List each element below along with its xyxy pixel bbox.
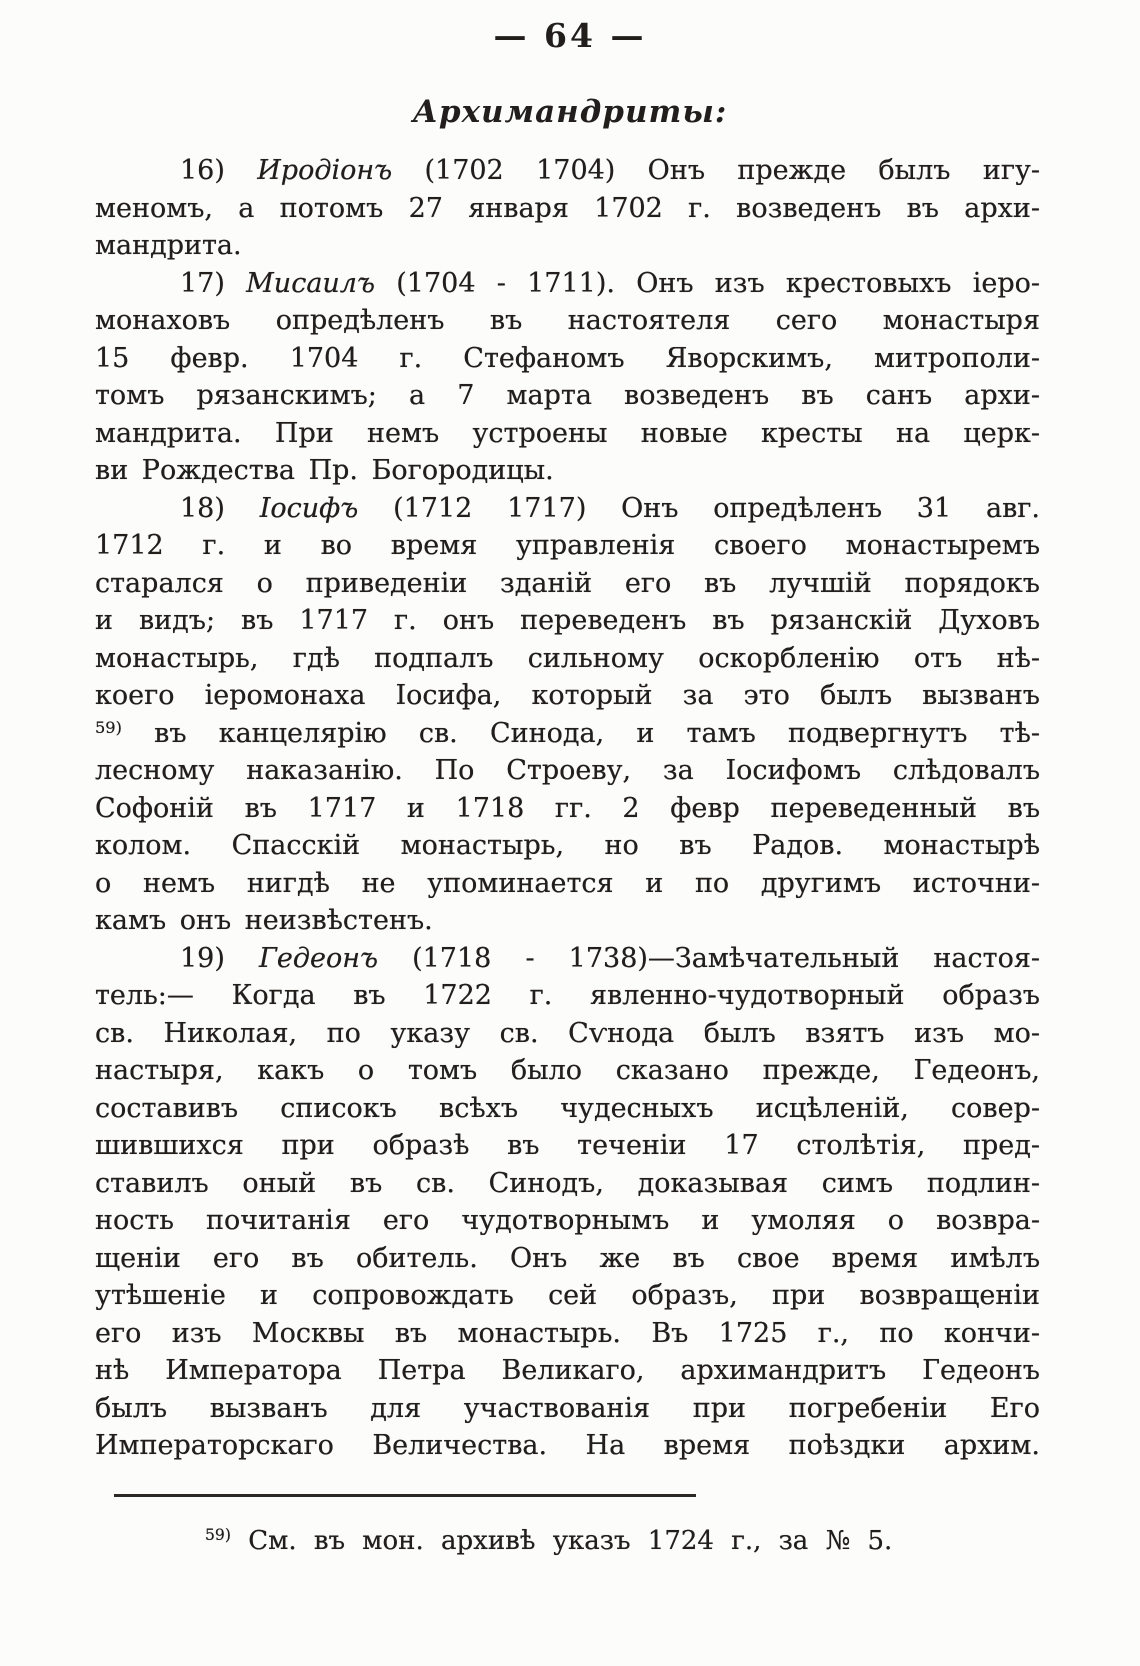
text-run: о немъ нигдѣ не упоминается и по другимъ источни- [95, 867, 1040, 899]
text-run: мандрита. При немъ устроены новые кресты на церк- [95, 417, 1040, 449]
footnote-marker: 59) [205, 1526, 231, 1545]
page-number: — 64 — [493, 16, 647, 55]
text-line [95, 377, 1040, 415]
text-run: Императорскаго Величества. На время поѣздки архим. [95, 1430, 1040, 1461]
text-line [95, 827, 1040, 865]
text-line [95, 1127, 1040, 1165]
text-line [95, 752, 1040, 790]
text-line [95, 1052, 1040, 1090]
text-run: его изъ Москвы въ монастырь. Въ 1725 г., по кончи- [95, 1317, 1040, 1349]
text-line [95, 977, 1040, 1015]
text-run: ность почитанія его чудотворнымъ и умоляя о возвра- [95, 1205, 1040, 1236]
text-run: ставилъ оный въ св. Синодъ, доказывая симъ подлин- [95, 1167, 1040, 1199]
person-name: Мисаилъ [246, 267, 375, 299]
text-run: меномъ, а потомъ 27 января 1702 г. возведенъ въ архи- [95, 192, 1040, 224]
text-line [95, 565, 1040, 603]
text-line [95, 940, 1040, 978]
text-line [95, 340, 1040, 378]
text-line [95, 1427, 1040, 1465]
text-line [95, 790, 1040, 828]
text-run: 16) [180, 155, 258, 186]
text-run: 1712 г. и во время управленія своего монастыремъ [95, 530, 1040, 561]
text-run: камъ онъ неизвѣстенъ. [95, 905, 433, 936]
text-run: монастырь, гдѣ подпалъ сильному оскорбленію отъ нѣ- [95, 642, 1040, 674]
text-run: ви Рождества Пр. Богородицы. [95, 455, 554, 486]
paragraph-19-gedeon [95, 940, 1040, 1465]
text-run: щеніи его въ обитель. Онъ же въ свое время имѣлъ [95, 1242, 1040, 1274]
paragraph-17-misail [95, 265, 1040, 490]
text-line [95, 1090, 1040, 1128]
text-line [95, 490, 1040, 528]
paragraph-18-iosif [95, 490, 1040, 940]
text-run: старался о приведеніи зданій его въ лучшій порядокъ [95, 567, 1040, 599]
text-run: монаховъ опредѣленъ въ настоятеля сего монастыря [95, 305, 1040, 336]
text-run: 15 февр. 1704 г. Стефаномъ Яворскимъ, митрополи- [95, 342, 1040, 374]
text-line [95, 677, 1040, 715]
text-run: тель:— Когда въ 1722 г. явленно-чудотворный образъ [95, 980, 1040, 1011]
person-name: Іосифъ [259, 492, 359, 524]
text-line [95, 1277, 1040, 1315]
text-run: настыря, какъ о томъ было сказано прежде, Гедеонъ, [95, 1055, 1040, 1086]
text-line [95, 1165, 1040, 1203]
text-line [95, 527, 1040, 565]
text-line [95, 1015, 1040, 1053]
text-line [95, 1240, 1040, 1278]
text-run: коего іеромонаха Іосифа, который за это былъ вызванъ [95, 680, 1040, 711]
footnote [205, 1526, 892, 1556]
paragraph-16-irodion [95, 152, 1040, 265]
text-line [95, 1202, 1040, 1240]
text-line [95, 602, 1040, 640]
text-line [95, 227, 1040, 265]
text-run: былъ вызванъ для участвованія при погребеніи Его [95, 1392, 1040, 1424]
text-line [95, 715, 1040, 753]
text-run: колом. Спасскій монастырь, но въ Радов. монастырѣ [95, 830, 1040, 861]
text-run: (1712 1717) Онъ опредѣленъ 31 авг. [358, 492, 1040, 524]
text-run: (1718 - 1738)—Замѣчательный настоя- [377, 942, 1040, 974]
text-run: См. въ мон. архивѣ указъ 1724 г., за № 5. [230, 1526, 893, 1556]
text-line [95, 865, 1040, 903]
person-name: Гедеонъ [259, 942, 378, 974]
text-line [95, 452, 1040, 490]
text-line [95, 902, 1040, 940]
text-run: 18) [180, 492, 260, 524]
text-line [95, 415, 1040, 453]
footnote-separator [114, 1494, 696, 1497]
text-run: составивъ списокъ всѣхъ чудесныхъ исцѣленій, совер- [95, 1092, 1040, 1124]
text-run: и видъ; въ 1717 г. онъ переведенъ въ рязанскій Духовъ [95, 605, 1040, 636]
text-run: лесному наказанію. По Строеву, за Іосифомъ слѣдовалъ [95, 755, 1040, 786]
text-line [95, 1352, 1040, 1390]
text-run: 19) [180, 942, 259, 974]
text-line [95, 265, 1040, 303]
body-text [95, 152, 1040, 1465]
text-run: (1702 1704) Онъ прежде былъ игу- [392, 155, 1040, 186]
text-line [95, 640, 1040, 678]
text-run: св. Николая, по указу св. Сѵнода былъ взятъ изъ мо- [95, 1017, 1040, 1049]
text-run: томъ рязанскимъ; а 7 марта возведенъ въ санъ архи- [95, 380, 1040, 411]
footnote-marker: 59) [95, 717, 122, 737]
text-line [95, 152, 1040, 190]
text-run: мандрита. [95, 230, 242, 261]
text-line [95, 190, 1040, 228]
text-run: 17) [180, 267, 247, 299]
text-run: въ канцелярію св. Синода, и тамъ подвергнутъ тѣ- [121, 717, 1040, 749]
person-name: Иродіонъ [257, 155, 393, 186]
text-run: утѣшеніе и сопровождать сей образъ, при возвращеніи [95, 1280, 1040, 1311]
text-run: Софоній въ 1717 и 1718 гг. 2 февр переведенный въ [95, 792, 1040, 824]
text-line [95, 1390, 1040, 1428]
section-heading: Архимандриты: [412, 94, 728, 130]
text-run: нѣ Императора Петра Великаго, архимандритъ Гедеонъ [95, 1355, 1040, 1386]
text-line [95, 1315, 1040, 1353]
text-run: (1704 - 1711). Онъ изъ крестовыхъ іеро- [375, 267, 1040, 299]
text-line [95, 302, 1040, 340]
text-run: шившихся при образѣ въ теченіи 17 столѣтія, пред- [95, 1130, 1040, 1161]
